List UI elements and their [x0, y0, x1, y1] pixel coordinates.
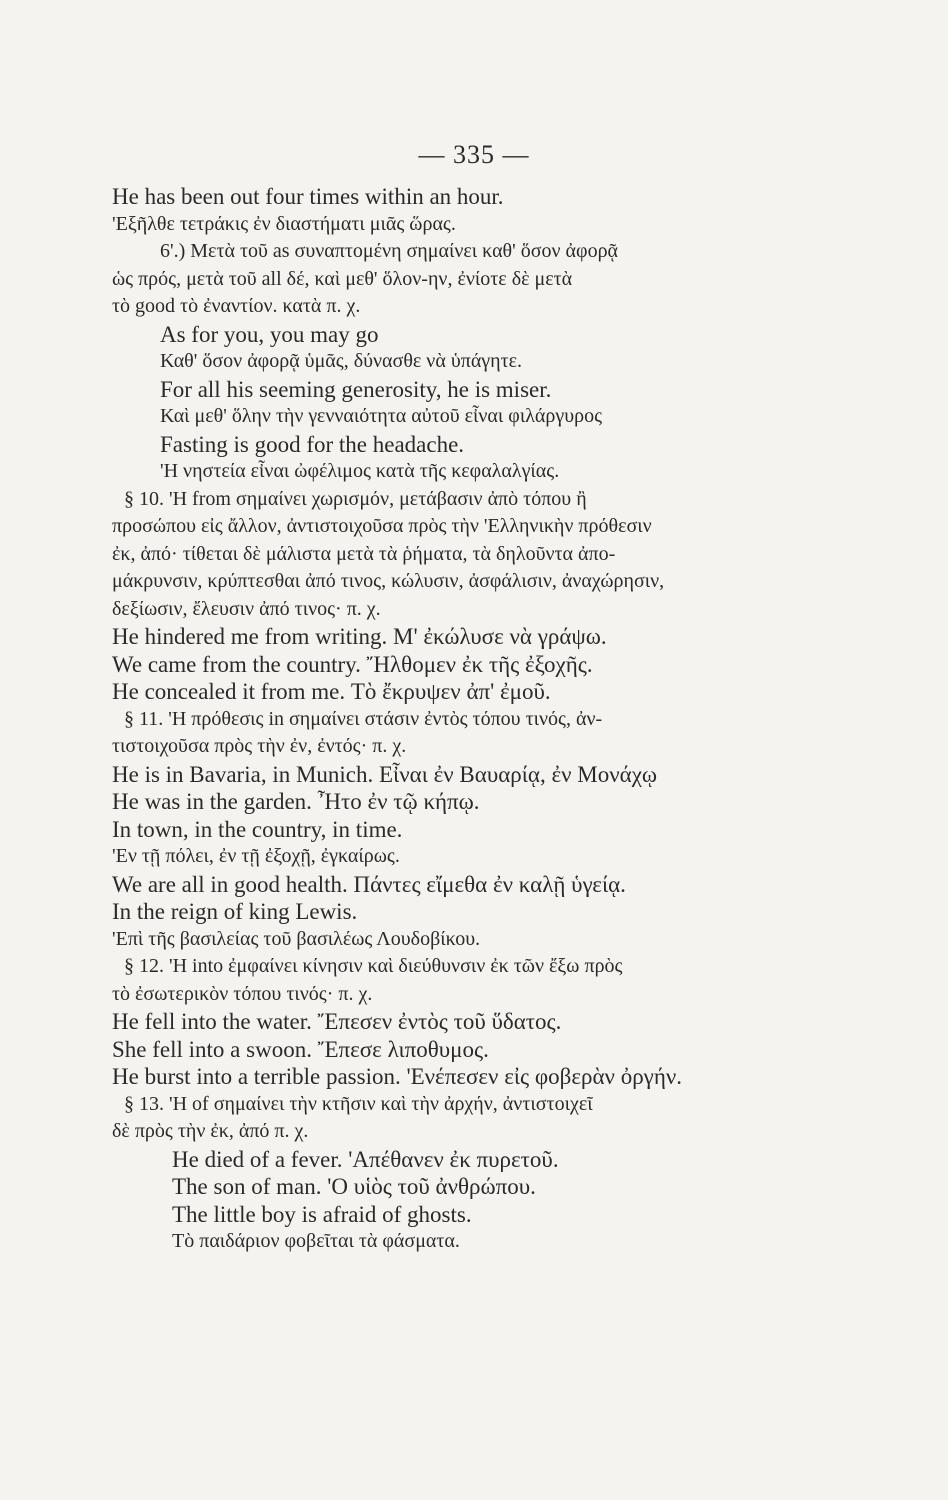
- text-line: 'Εν τῇ πόλει, ἐν τῇ ἐξοχῇ, ἐγκαίρως.: [112, 845, 400, 867]
- text-line: He died of a fever. 'Απέθανεν ἐκ πυρετοῦ.: [172, 1146, 559, 1172]
- text-line: δεξίωσιν, ἔλευσιν ἀπό τινος· π. χ.: [112, 597, 381, 620]
- text-line: 'Εξῆλθε τετράκις ἐν διαστήματι μιᾶς ὥρας.: [112, 212, 456, 235]
- text-line: τιστοιχοῦσα πρὸς τὴν ἐν, ἐντός· π. χ.: [112, 735, 407, 757]
- text-line: Τὸ παιδάριον φοβεῖται τὰ φάσματα.: [172, 1230, 460, 1252]
- text-line: § 12. 'Η into ἐμφαίνει κίνησιν καὶ διεύθυνσιν ἐκ τῶν ἔξω πρὸς: [124, 955, 623, 977]
- text-line: 'Επὶ τῆς βασιλείας τοῦ βασιλέως Λουδοβίκου.: [112, 927, 481, 950]
- text-line: § 11. 'Η πρόθεσις in σημαίνει στάσιν ἐντὸς τόπου τινός, ἀν-: [124, 707, 603, 730]
- text-line: ὡς πρός, μετὰ τοῦ all δέ, καὶ μεθ' ὅλον-ην, ἐνίοτε δὲ μετὰ: [112, 267, 573, 290]
- text-line: The little boy is afraid of ghosts.: [172, 1201, 472, 1227]
- text-line: τὸ ἐσωτερικὸν τόπου τινός· π. χ.: [112, 982, 373, 1005]
- text-line: He is in Bavaria, in Munich. Εἶναι ἐν Βαυαρίᾳ, ἐν Μονάχῳ: [112, 761, 658, 787]
- text-line: προσώπου εἰς ἄλλον, ἀντιστοιχοῦσα πρὸς τὴν 'Ελληνικὴν πρόθεσιν: [112, 515, 652, 537]
- text-line: 6'.) Μετὰ τοῦ as συναπτομένη σημαίνει καθ' ὅσον ἀφορᾷ: [160, 240, 619, 262]
- text-line: He concealed it from me. Τὸ ἔκρυψεν ἀπ' ἐμοῦ.: [112, 679, 551, 704]
- text-line: He burst into a terrible passion. 'Ενέπεσεν εἰς φοβερὰν ὀργήν.: [112, 1064, 683, 1089]
- text-line: He has been out four times within an hour.: [112, 184, 504, 209]
- text-line: He hindered me from writing. Μ' ἐκώλυσε νὰ γράψω.: [112, 624, 607, 649]
- page-number: — 335 —: [418, 140, 530, 169]
- text-line: In the reign of king Lewis.: [112, 899, 358, 924]
- text-line: He fell into the water. Ἔπεσεν ἐντὸς τοῦ ὕδατος.: [112, 1009, 562, 1034]
- text-line: § 10. 'Η from σημαίνει χωρισμόν, μετάβασιν ἀπὸ τόπου ἢ: [124, 487, 587, 510]
- text-line: μάκρυνσιν, κρύπτεσθαι ἀπό τινος, κώλυσιν, ἀσφάλισιν, ἀναχώρησιν,: [112, 570, 665, 592]
- text-line: He was in the garden. Ἦτο ἐν τῷ κήπῳ.: [112, 789, 480, 814]
- text-line: For all his seeming generosity, he is miser.: [160, 376, 552, 402]
- text-line: The son of man. 'Ο υἱὸς τοῦ ἀνθρώπου.: [172, 1174, 536, 1199]
- text-line: We came from the country. Ἤλθομεν ἐκ τῆς ἐξοχῆς.: [112, 651, 593, 677]
- text-line: Καὶ μεθ' ὅλην τὴν γενναιότητα αὐτοῦ εἶναι φιλάργυρος: [160, 405, 603, 427]
- text-line: As for you, you may go: [160, 321, 379, 347]
- text-line: She fell into a swoon. Ἔπεσε λιποθυμος.: [112, 1036, 489, 1062]
- text-line: Καθ' ὅσον ἀφορᾷ ὑμᾶς, δύνασθε νὰ ὑπάγητε.: [160, 350, 523, 372]
- text-line: ἐκ, ἀπό· τίθεται δὲ μάλιστα μετὰ τὰ ῥήματα, τὰ δηλοῦντα ἀπο-: [112, 542, 616, 565]
- text-line: In town, in the country, in time.: [112, 816, 403, 842]
- text-line: 'Η νηστεία εἶναι ὠφέλιμος κατὰ τῆς κεφαλαλγίας.: [160, 460, 560, 482]
- text-line: § 13. 'Η of σημαίνει τὴν κτῆσιν καὶ τὴν ἀρχήν, ἀντιστοιχεῖ: [124, 1092, 593, 1115]
- body-text: [112, 183, 912, 1256]
- text-line: δὲ πρὸς τὴν ἐκ, ἀπό π. χ.: [112, 1120, 309, 1142]
- text-line: We are all in good health. Πάντες εἴμεθα ἐν καλῇ ὑγείᾳ.: [112, 871, 626, 897]
- text-line: τὸ good τὸ ἐναντίον. κατὰ π. χ.: [112, 295, 361, 317]
- text-line: Fasting is good for the headache.: [160, 431, 465, 457]
